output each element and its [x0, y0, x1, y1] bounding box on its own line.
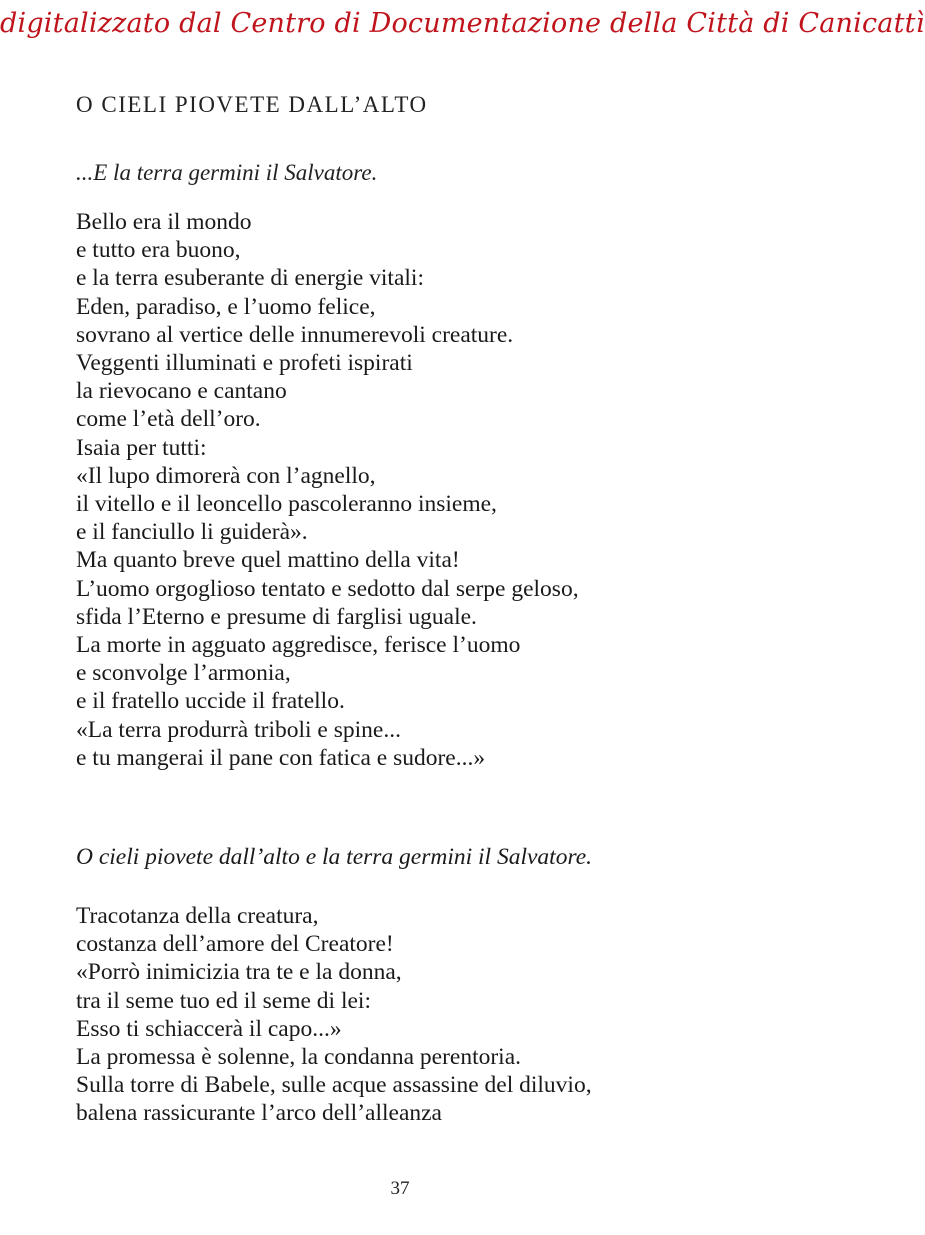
digitization-watermark: digitalizzato dal Centro di Documentazione della Città di Canicattì	[0, 8, 925, 39]
verse-line: La promessa è solenne, la condanna perentoria.	[76, 1044, 522, 1071]
verse-line: L’uomo orgoglioso tentato e sedotto dal serpe geloso,	[76, 575, 579, 602]
verse-line: Veggenti illuminati e profeti ispirati	[76, 350, 413, 377]
stanza-2	[76, 902, 592, 1128]
verse-line: il vitello e il leoncello pascoleranno insieme,	[76, 491, 497, 518]
verse-line: Bello era il mondo	[76, 209, 252, 235]
verse-line: e tutto era buono,	[76, 237, 241, 264]
verse-line: Tracotanza della creatura,	[76, 903, 319, 929]
verse-line: e il fanciullo li guiderà».	[76, 519, 308, 546]
page-number: 37	[390, 1178, 410, 1199]
poem-title: O CIELI PIOVETE DALL’ALTO	[76, 92, 428, 117]
verse-line: Isaia per tutti:	[76, 434, 207, 461]
poem-refrain: O cieli piovete dall’alto e la terra germini il Salvatore.	[76, 844, 593, 870]
verse-line: Eden, paradiso, e l’uomo felice,	[76, 293, 376, 320]
verse-line: e la terra esuberante di energie vitali:	[76, 265, 424, 292]
verse-line: e il fratello uccide il fratello.	[76, 688, 345, 715]
verse-line: «Porrò inimicizia tra te e la donna,	[76, 959, 402, 986]
verse-line: «Il lupo dimorerà con l’agnello,	[76, 462, 376, 489]
verse-line: sfida l’Eterno e presume di farglisi uguale.	[76, 603, 477, 630]
verse-line: Ma quanto breve quel mattino della vita!	[76, 547, 460, 574]
verse-line: e sconvolge l’armonia,	[76, 660, 291, 687]
verse-line: tra il seme tuo ed il seme di lei:	[76, 987, 371, 1014]
verse-line: La morte in agguato aggredisce, ferisce l’uomo	[76, 632, 521, 659]
stanza-1	[76, 208, 579, 772]
verse-line: Sulla torre di Babele, sulle acque assassine del diluvio,	[76, 1072, 592, 1099]
verse-line: costanza dell’amore del Creatore!	[76, 931, 394, 958]
verse-line: balena rassicurante l’arco dell’alleanza	[76, 1100, 442, 1127]
poem-epigraph: ...E la terra germini il Salvatore.	[76, 160, 378, 185]
verse-line: come l’età dell’oro.	[76, 406, 261, 433]
verse-line: e tu mangerai il pane con fatica e sudore...»	[76, 744, 486, 771]
verse-line: Esso ti schiaccerà il capo...»	[76, 1015, 342, 1042]
verse-line: sovrano al vertice delle innumerevoli creature.	[76, 321, 514, 348]
verse-line: la rievocano e cantano	[76, 378, 287, 405]
verse-line: «La terra produrrà triboli e spine...	[76, 716, 401, 743]
